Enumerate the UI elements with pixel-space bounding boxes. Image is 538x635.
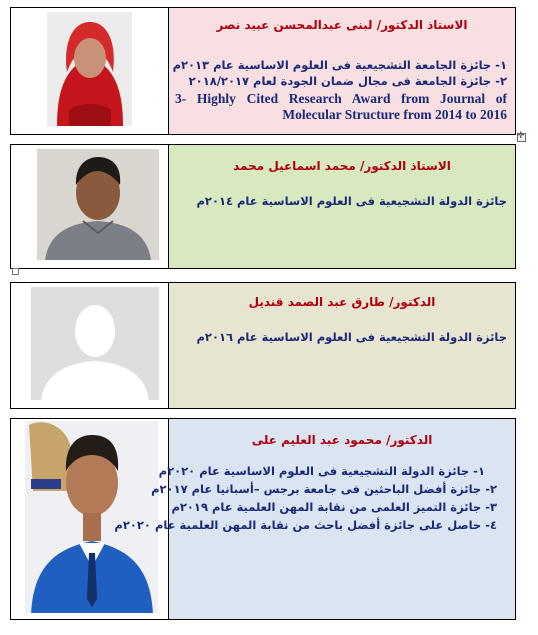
photo-cell bbox=[11, 8, 169, 134]
award-item: ١- جائزة الجامعة التشجيعية فى العلوم الاساسية عام ٢٠١٣م bbox=[172, 58, 507, 72]
text-cell bbox=[114, 419, 515, 619]
portrait-photo bbox=[25, 421, 158, 613]
portrait-photo bbox=[37, 149, 160, 260]
award-row-4 bbox=[10, 418, 516, 620]
photo-cell bbox=[11, 145, 169, 268]
award-item: ٢- جائزة الجامعة فى مجال ضمان الجودة لعام ٢٠١٨/٢٠١٧ bbox=[188, 74, 507, 88]
award-item: جائزة الدولة التشجيعية فى العلوم الاساسية عام ٢٠١٦م bbox=[196, 330, 507, 344]
award-item: ٣- جائزة التميز العلمى من نقابة المهن العلمية عام ٢٠١٩م bbox=[171, 500, 497, 514]
award-item-english bbox=[175, 91, 507, 123]
text-cell bbox=[169, 8, 515, 134]
text-cell bbox=[169, 283, 515, 408]
text-cell bbox=[169, 145, 515, 268]
award-english-text: 3- Highly Cited Research Award from Journal of Molecular Structure from bbox=[175, 91, 507, 122]
person-name: الدكتور/ طارق عبد الصمد قنديل bbox=[248, 295, 436, 309]
photo-cell bbox=[11, 283, 169, 408]
award-item: ٤- حاصل على جائزة أفضل باحث من نقابة المهن العلمية عام ٢٠٢٠م bbox=[114, 518, 497, 532]
table-move-handle[interactable] bbox=[517, 133, 526, 142]
award-item: ٢- جائزة أفضل الباحثين فى جامعة برجس –أسبانيا عام ٢٠١٧م bbox=[151, 482, 497, 496]
award-item: جائزة الدولة التشجيعية فى العلوم الاساسية عام ٢٠١٤م bbox=[196, 194, 507, 208]
person-name: الدكتور/ محمود عبد العليم على bbox=[251, 433, 433, 447]
award-row-2 bbox=[10, 144, 516, 269]
award-row-1 bbox=[10, 7, 516, 135]
portrait-photo bbox=[47, 12, 132, 126]
award-item: ١- جائزة الدولة التشجيعية فى العلوم الاساسية عام ٢٠٢٠م bbox=[158, 464, 485, 478]
placeholder-avatar bbox=[31, 287, 160, 400]
person-name: الاستاذ الدكتور/ لبنى عبدالمحسن عبيد نصر bbox=[216, 18, 468, 32]
person-name: الاستاذ الدكتور/ محمد اسماعيل محمد bbox=[233, 159, 451, 173]
award-english-years: 2014 to 2016 bbox=[435, 107, 507, 122]
table-resize-handle[interactable] bbox=[12, 268, 19, 275]
award-row-3 bbox=[10, 282, 516, 409]
